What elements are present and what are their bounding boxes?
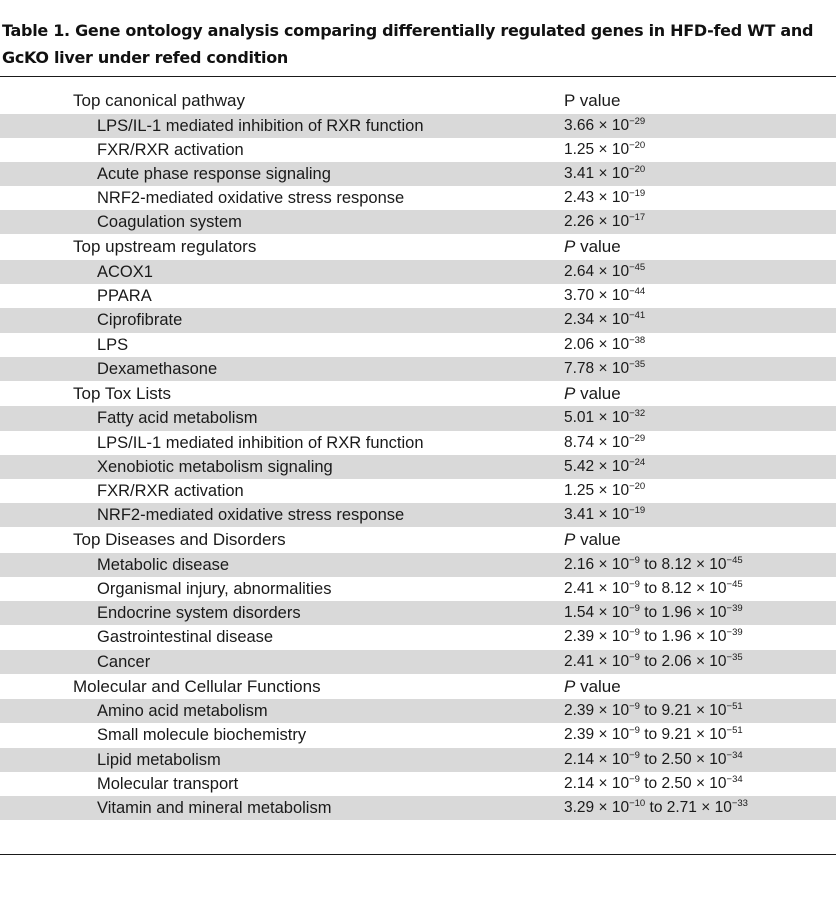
section-title: Top canonical pathway	[73, 91, 246, 110]
section-header	[0, 234, 836, 260]
times-ten: × 10	[691, 726, 727, 744]
pvalue-exponent: −9	[629, 651, 640, 663]
pvalue-exponent: −29	[629, 432, 646, 444]
section-title: Top Diseases and Disorders	[73, 530, 286, 550]
pvalue-mantissa: 1.96	[661, 604, 692, 622]
row-pvalue	[564, 210, 645, 234]
pvalue-exponent: −51	[726, 725, 743, 737]
row-pvalue	[564, 357, 645, 381]
pvalue-mantissa: 1.96	[661, 628, 692, 646]
row-label: LPS/IL-1 mediated inhibition of RXR function	[97, 433, 424, 452]
pvalue-exponent: −17	[629, 212, 646, 224]
row-pvalue	[564, 431, 645, 455]
times-ten: × 10	[594, 262, 630, 280]
gene-ontology-table	[0, 88, 836, 820]
row-label: Vitamin and mineral metabolism	[97, 799, 332, 817]
row-label: Amino acid metabolism	[97, 702, 268, 721]
table-row	[0, 553, 836, 577]
row-label: Gastrointestinal disease	[97, 628, 274, 647]
pvalue-mantissa: 2.64	[564, 262, 595, 280]
times-ten: × 10	[691, 750, 727, 768]
row-label: Coagulation system	[97, 213, 242, 232]
pvalue-mantissa: 2.39	[564, 628, 595, 646]
pvalue-exponent: −41	[629, 310, 646, 322]
top-rule	[0, 76, 836, 77]
row-pvalue	[564, 601, 743, 625]
section-header	[0, 381, 836, 407]
pvalue-mantissa: 8.12	[661, 580, 692, 597]
table-row	[0, 625, 836, 649]
times-ten: × 10	[691, 774, 727, 792]
pvalue-mantissa: 5.42	[564, 457, 595, 475]
pvalue-exponent: −9	[629, 603, 640, 615]
row-label: Xenobiotic metabolism signaling	[97, 457, 333, 476]
pvalue-mantissa: 1.25	[564, 481, 595, 499]
table-row	[0, 333, 836, 357]
pvalue-mantissa: 2.06	[661, 652, 692, 670]
pvalue-header	[564, 88, 620, 114]
table-row	[0, 650, 836, 674]
pvalue-mantissa: 5.01	[564, 409, 595, 427]
times-ten: × 10	[594, 116, 630, 134]
table-row	[0, 357, 836, 381]
pvalue-exponent: −9	[629, 579, 640, 590]
range-separator: to	[639, 702, 662, 720]
pvalue-header-italic: P	[564, 383, 576, 403]
pvalue-exponent: −19	[629, 505, 646, 517]
table-row	[0, 577, 836, 601]
table-row	[0, 455, 836, 479]
pvalue-exponent: −9	[629, 627, 640, 639]
table-row	[0, 284, 836, 308]
row-pvalue	[564, 796, 748, 820]
table-row	[0, 796, 836, 820]
times-ten: × 10	[691, 652, 727, 670]
section-title: Top upstream regulators	[73, 237, 257, 257]
pvalue-exponent: −39	[726, 603, 743, 615]
table-row	[0, 503, 836, 527]
pvalue-exponent: −45	[726, 579, 743, 590]
pvalue-exponent: −32	[629, 408, 646, 420]
pvalue-header-rest: value	[575, 676, 621, 696]
pvalue-mantissa: 2.71	[666, 799, 697, 816]
times-ten: × 10	[594, 164, 630, 182]
times-ten: × 10	[594, 140, 630, 158]
pvalue-exponent: −39	[726, 627, 743, 639]
row-pvalue	[564, 260, 645, 284]
pvalue-exponent: −38	[629, 334, 646, 346]
times-ten: × 10	[594, 799, 630, 816]
table-caption: Table 1. Gene ontology analysis comparing differentially regulated genes in HFD-fed WT and GcKO liver under refed condition	[2, 21, 814, 67]
pvalue-mantissa: 2.14	[564, 750, 595, 768]
times-ten: × 10	[696, 799, 732, 816]
pvalue-exponent: −45	[726, 554, 743, 566]
row-label: PPARA	[97, 287, 152, 306]
row-pvalue	[564, 650, 743, 674]
pvalue-header	[564, 674, 621, 700]
pvalue-mantissa: 2.16	[564, 555, 595, 573]
pvalue-header-rest: P value	[564, 91, 621, 110]
pvalue-mantissa: 2.06	[564, 335, 595, 353]
row-pvalue	[564, 308, 645, 332]
pvalue-exponent: −29	[629, 115, 646, 127]
pvalue-header-rest: value	[575, 530, 621, 550]
pvalue-exponent: −35	[629, 358, 646, 370]
times-ten: × 10	[594, 409, 630, 427]
times-ten: × 10	[594, 702, 630, 720]
row-pvalue	[564, 748, 743, 772]
pvalue-exponent: −33	[731, 798, 748, 809]
pvalue-header	[564, 527, 621, 553]
row-pvalue	[564, 723, 743, 747]
times-ten: × 10	[594, 774, 630, 792]
table-row	[0, 186, 836, 210]
row-pvalue	[564, 406, 645, 430]
row-label: Small molecule biochemistry	[97, 726, 307, 745]
table-row	[0, 114, 836, 138]
table-row	[0, 772, 836, 796]
times-ten: × 10	[594, 604, 630, 622]
row-pvalue	[564, 577, 743, 601]
pvalue-header-rest: value	[575, 237, 621, 257]
times-ten: × 10	[594, 189, 630, 207]
row-label: NRF2-mediated oxidative stress response	[97, 506, 405, 525]
row-label: FXR/RXR activation	[97, 481, 244, 500]
range-separator: to	[639, 726, 662, 744]
section-header	[0, 88, 836, 114]
times-ten: × 10	[691, 580, 727, 597]
pvalue-mantissa: 8.74	[564, 433, 595, 451]
row-pvalue	[564, 114, 645, 138]
pvalue-exponent: −9	[629, 554, 640, 566]
pvalue-mantissa: 2.26	[564, 213, 595, 231]
row-label: Fatty acid metabolism	[97, 409, 258, 428]
table-row	[0, 479, 836, 503]
table-row	[0, 260, 836, 284]
table-row	[0, 406, 836, 430]
pvalue-mantissa: 3.41	[564, 506, 595, 524]
pvalue-exponent: −9	[629, 701, 640, 713]
times-ten: × 10	[594, 750, 630, 768]
row-pvalue	[564, 625, 743, 649]
pvalue-mantissa: 9.21	[661, 726, 692, 744]
table-row	[0, 210, 836, 234]
section-header	[0, 527, 836, 553]
section-title: Molecular and Cellular Functions	[73, 676, 321, 696]
row-label: NRF2-mediated oxidative stress response	[97, 189, 405, 208]
pvalue-mantissa: 8.12	[661, 555, 692, 573]
pvalue-exponent: −34	[726, 773, 743, 785]
row-label: LPS	[97, 335, 129, 354]
pvalue-header-italic: P	[564, 676, 576, 696]
times-ten: × 10	[594, 481, 630, 499]
pvalue-mantissa: 2.34	[564, 311, 595, 329]
pvalue-header-italic: P	[564, 530, 576, 550]
pvalue-exponent: −19	[629, 188, 646, 200]
pvalue-exponent: −24	[629, 456, 646, 468]
row-pvalue	[564, 455, 645, 479]
row-pvalue	[564, 479, 645, 503]
pvalue-exponent: −20	[629, 163, 646, 175]
table-row	[0, 431, 836, 455]
times-ten: × 10	[594, 433, 630, 451]
row-label: ACOX1	[97, 262, 153, 281]
row-pvalue	[564, 162, 645, 186]
row-label: Ciprofibrate	[97, 311, 183, 330]
range-separator: to	[639, 555, 662, 573]
pvalue-mantissa: 9.21	[661, 702, 692, 720]
pvalue-exponent: −9	[629, 725, 640, 737]
range-separator: to	[639, 580, 662, 597]
table-row	[0, 138, 836, 162]
pvalue-exponent: −9	[629, 749, 640, 761]
times-ten: × 10	[594, 287, 630, 305]
row-label: Molecular transport	[97, 774, 239, 793]
pvalue-mantissa: 3.66	[564, 116, 595, 134]
times-ten: × 10	[691, 604, 727, 622]
pvalue-mantissa: 2.39	[564, 726, 595, 744]
table-row	[0, 308, 836, 332]
pvalue-header	[564, 234, 621, 260]
times-ten: × 10	[594, 652, 630, 670]
row-label: Endocrine system disorders	[97, 604, 301, 623]
times-ten: × 10	[594, 335, 630, 353]
range-separator: to	[645, 799, 667, 816]
table-row	[0, 748, 836, 772]
row-label: Acute phase response signaling	[97, 164, 331, 183]
pvalue-mantissa: 7.78	[564, 359, 595, 377]
pvalue-exponent: −35	[726, 651, 743, 663]
pvalue-exponent: −20	[629, 480, 646, 492]
row-label: Organismal injury, abnormalities	[97, 580, 332, 598]
times-ten: × 10	[691, 702, 727, 720]
times-ten: × 10	[594, 726, 630, 744]
times-ten: × 10	[594, 311, 630, 329]
times-ten: × 10	[594, 359, 630, 377]
pvalue-mantissa: 2.41	[564, 580, 595, 597]
table-row	[0, 699, 836, 723]
pvalue-mantissa: 2.14	[564, 774, 595, 792]
range-separator: to	[639, 750, 662, 768]
pvalue-mantissa: 2.50	[661, 750, 692, 768]
row-pvalue	[564, 553, 743, 577]
pvalue-exponent: −9	[629, 773, 640, 785]
pvalue-mantissa: 3.29	[564, 799, 595, 816]
pvalue-exponent: −44	[629, 286, 646, 298]
pvalue-mantissa: 2.41	[564, 652, 595, 670]
table-row	[0, 723, 836, 747]
times-ten: × 10	[594, 506, 630, 524]
range-separator: to	[639, 604, 662, 622]
row-label: Metabolic disease	[97, 555, 230, 574]
table-row	[0, 601, 836, 625]
times-ten: × 10	[691, 628, 727, 646]
pvalue-mantissa: 2.43	[564, 189, 595, 207]
section-title: Top Tox Lists	[73, 383, 171, 403]
bottom-rule	[0, 854, 836, 855]
times-ten: × 10	[594, 555, 630, 573]
times-ten: × 10	[691, 555, 727, 573]
pvalue-mantissa: 1.25	[564, 140, 595, 158]
pvalue-exponent: −20	[629, 139, 646, 151]
range-separator: to	[639, 774, 662, 792]
times-ten: × 10	[594, 457, 630, 475]
row-pvalue	[564, 284, 645, 308]
row-pvalue	[564, 138, 645, 162]
pvalue-header	[564, 381, 621, 407]
table-row	[0, 162, 836, 186]
row-pvalue	[564, 333, 645, 357]
row-label: FXR/RXR activation	[97, 140, 244, 159]
pvalue-mantissa: 2.39	[564, 702, 595, 720]
pvalue-mantissa: 3.41	[564, 164, 595, 182]
row-label: LPS/IL-1 mediated inhibition of RXR function	[97, 116, 424, 135]
row-label: Cancer	[97, 652, 151, 671]
times-ten: × 10	[594, 213, 630, 231]
pvalue-header-italic: P	[564, 237, 576, 257]
row-label: Dexamethasone	[97, 359, 218, 378]
row-pvalue	[564, 186, 645, 210]
section-header	[0, 674, 836, 700]
pvalue-exponent: −34	[726, 749, 743, 761]
times-ten: × 10	[594, 580, 630, 597]
pvalue-mantissa: 1.54	[564, 604, 595, 622]
range-separator: to	[639, 652, 662, 670]
pvalue-exponent: −10	[629, 798, 646, 809]
pvalue-exponent: −51	[726, 701, 743, 713]
range-separator: to	[639, 628, 662, 646]
times-ten: × 10	[594, 628, 630, 646]
row-pvalue	[564, 503, 645, 527]
pvalue-header-rest: value	[575, 383, 621, 403]
pvalue-mantissa: 3.70	[564, 287, 595, 305]
pvalue-mantissa: 2.50	[661, 774, 692, 792]
row-pvalue	[564, 699, 743, 723]
row-pvalue	[564, 772, 743, 796]
row-label: Lipid metabolism	[97, 750, 221, 769]
pvalue-exponent: −45	[629, 261, 646, 273]
